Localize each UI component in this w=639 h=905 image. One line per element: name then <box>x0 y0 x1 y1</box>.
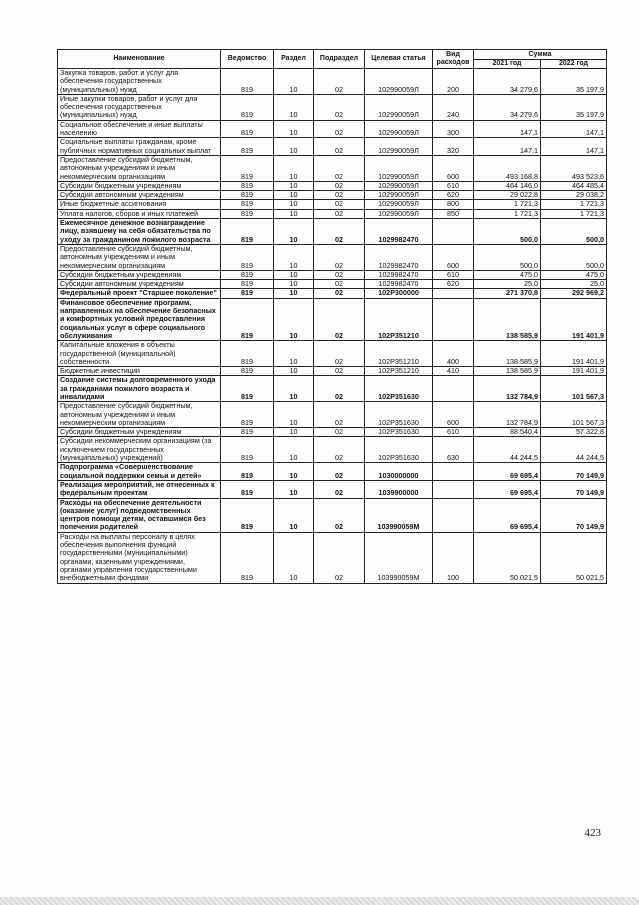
table-cell-name: Предоставление субсидий бюджетным, автономным учреждениям и иным некоммерческим организациям <box>58 402 221 428</box>
table-cell-section: 10 <box>274 219 314 245</box>
table-cell-target: 102990059Л <box>365 155 433 181</box>
table-cell-target: 1029982470 <box>365 219 433 245</box>
table-cell-subsection: 02 <box>314 402 365 428</box>
table-cell-target: 102P351630 <box>365 428 433 437</box>
table-cell-target: 103990059М <box>365 498 433 532</box>
table-cell-section: 10 <box>274 191 314 200</box>
table-row <box>58 94 607 120</box>
table-cell-name: Закупка товаров, работ и услуг для обеспечения государственных (муниципальных) нужд <box>58 69 221 95</box>
table-cell-type: 800 <box>433 200 474 209</box>
table-cell-type: 630 <box>433 437 474 463</box>
table-cell-section: 10 <box>274 155 314 181</box>
table-cell-dept: 819 <box>221 532 274 583</box>
table-cell-target: 1029982470 <box>365 244 433 270</box>
table-cell-2022: 44 244,5 <box>541 437 607 463</box>
table-cell-dept: 819 <box>221 280 274 289</box>
table-row <box>58 138 607 156</box>
table-cell-type <box>433 219 474 245</box>
table-cell-dept: 819 <box>221 94 274 120</box>
table-cell-target: 1029982470 <box>365 280 433 289</box>
table-cell-dept: 819 <box>221 428 274 437</box>
table-cell-type: 600 <box>433 244 474 270</box>
table-row <box>58 280 607 289</box>
table-cell-name: Федеральный проект "Старшее поколение" <box>58 289 221 298</box>
table-cell-type: 610 <box>433 428 474 437</box>
table-cell-subsection: 02 <box>314 341 365 367</box>
table-cell-dept: 819 <box>221 155 274 181</box>
table-cell-2022: 1 721,3 <box>541 200 607 209</box>
header-section: Раздел <box>274 50 314 69</box>
table-cell-type: 200 <box>433 69 474 95</box>
table-cell-section: 10 <box>274 341 314 367</box>
table-row <box>58 437 607 463</box>
table-cell-2022: 191 401,9 <box>541 367 607 376</box>
table-cell-type <box>433 498 474 532</box>
table-cell-section: 10 <box>274 428 314 437</box>
table-cell-target: 102P351210 <box>365 367 433 376</box>
table-cell-2022: 70 149,9 <box>541 463 607 481</box>
header-name: Наименование <box>58 50 221 69</box>
table-cell-dept: 819 <box>221 270 274 279</box>
header-subsection: Подраздел <box>314 50 365 69</box>
table-cell-target: 102990059Л <box>365 200 433 209</box>
table-cell-name: Создание системы долговременного ухода за гражданами пожилого возраста и инвалидами <box>58 376 221 402</box>
table-cell-name: Иные бюджетные ассигнования <box>58 200 221 209</box>
table-cell-name: Бюджетные инвестиции <box>58 367 221 376</box>
header-sum: Сумма <box>474 50 607 60</box>
table-cell-subsection: 02 <box>314 532 365 583</box>
table-cell-name: Социальные выплаты гражданам, кроме публичных нормативных социальных выплат <box>58 138 221 156</box>
table-cell-2022: 292 969,2 <box>541 289 607 298</box>
table-cell-target: 102990059Л <box>365 191 433 200</box>
table-cell-type <box>433 376 474 402</box>
table-cell-subsection: 02 <box>314 367 365 376</box>
table-cell-dept: 819 <box>221 120 274 138</box>
table-cell-2022: 191 401,9 <box>541 341 607 367</box>
table-cell-subsection: 02 <box>314 219 365 245</box>
table-cell-2022: 70 149,9 <box>541 498 607 532</box>
table-cell-section: 10 <box>274 181 314 190</box>
table-cell-target: 102990059Л <box>365 120 433 138</box>
table-cell-2021: 138 585,9 <box>474 298 541 340</box>
table-row <box>58 480 607 498</box>
table-cell-section: 10 <box>274 120 314 138</box>
table-cell-dept: 819 <box>221 402 274 428</box>
table-cell-target: 102P351630 <box>365 402 433 428</box>
table-cell-section: 10 <box>274 437 314 463</box>
table-cell-2021: 25,0 <box>474 280 541 289</box>
table-cell-2021: 34 279,6 <box>474 69 541 95</box>
table-cell-target: 102P300000 <box>365 289 433 298</box>
table-cell-subsection: 02 <box>314 437 365 463</box>
table-cell-2022: 101 567,3 <box>541 402 607 428</box>
table-cell-target: 1039900000 <box>365 480 433 498</box>
table-cell-dept: 819 <box>221 480 274 498</box>
table-cell-dept: 819 <box>221 219 274 245</box>
table-row <box>58 120 607 138</box>
table-cell-dept: 819 <box>221 181 274 190</box>
header-2021: 2021 год <box>474 60 541 69</box>
table-cell-target: 102990059Л <box>365 181 433 190</box>
table-cell-2021: 132 784,9 <box>474 376 541 402</box>
table-cell-type: 620 <box>433 280 474 289</box>
table-cell-dept: 819 <box>221 463 274 481</box>
table-cell-dept: 819 <box>221 200 274 209</box>
table-cell-type: 610 <box>433 270 474 279</box>
table-row <box>58 341 607 367</box>
table-cell-name: Субсидии автономным учреждениям <box>58 191 221 200</box>
table-cell-2021: 69 695,4 <box>474 480 541 498</box>
table-cell-2021: 44 244,5 <box>474 437 541 463</box>
table-cell-target: 102990059Л <box>365 138 433 156</box>
table-cell-name: Иные закупки товаров, работ и услуг для обеспечения государственных (муниципальных) нужд <box>58 94 221 120</box>
table-cell-type: 850 <box>433 209 474 218</box>
table-cell-dept: 819 <box>221 376 274 402</box>
table-cell-subsection: 02 <box>314 181 365 190</box>
table-cell-target: 1029982470 <box>365 270 433 279</box>
table-cell-section: 10 <box>274 367 314 376</box>
table-cell-type: 100 <box>433 532 474 583</box>
header-dept: Ведомство <box>221 50 274 69</box>
table-row <box>58 181 607 190</box>
table-cell-2021: 464 146,0 <box>474 181 541 190</box>
table-cell-section: 10 <box>274 498 314 532</box>
table-cell-type: 240 <box>433 94 474 120</box>
table-row <box>58 219 607 245</box>
table-cell-section: 10 <box>274 289 314 298</box>
table-cell-2021: 500,0 <box>474 219 541 245</box>
table-cell-dept: 819 <box>221 69 274 95</box>
table-cell-2021: 1 721,3 <box>474 200 541 209</box>
table-cell-subsection: 02 <box>314 280 365 289</box>
table-cell-subsection: 02 <box>314 209 365 218</box>
table-cell-name: Расходы на выплаты персоналу в целях обеспечения выполнения функций государственными (муниципальными) органами, казенными учреждениями, органами управления государственными внебюджетными фондами <box>58 532 221 583</box>
table-cell-name: Субсидии автономным учреждениям <box>58 280 221 289</box>
table-row <box>58 498 607 532</box>
table-cell-section: 10 <box>274 376 314 402</box>
table-cell-2022: 475,0 <box>541 270 607 279</box>
table-row <box>58 191 607 200</box>
table-cell-name: Ежемесячное денежное вознаграждение лицу, взявшему на себя обязательства по уходу за гражданином пожилого возраста <box>58 219 221 245</box>
table-cell-type: 320 <box>433 138 474 156</box>
table-cell-2021: 475,0 <box>474 270 541 279</box>
table-cell-name: Предоставление субсидий бюджетным, автономным учреждениям и иным некоммерческим организациям <box>58 244 221 270</box>
table-cell-dept: 819 <box>221 209 274 218</box>
table-cell-name: Предоставление субсидий бюджетным, автономным учреждениям и иным некоммерческим организациям <box>58 155 221 181</box>
table-cell-target: 103990059М <box>365 532 433 583</box>
table-cell-subsection: 02 <box>314 289 365 298</box>
table-cell-2021: 29 022,8 <box>474 191 541 200</box>
table-cell-subsection: 02 <box>314 428 365 437</box>
table-cell-type: 600 <box>433 402 474 428</box>
table-cell-name: Субсидии бюджетным учреждениям <box>58 270 221 279</box>
table-cell-target: 102P351210 <box>365 341 433 367</box>
table-cell-target: 102990059Л <box>365 69 433 95</box>
table-cell-section: 10 <box>274 138 314 156</box>
table-cell-name: Реализация мероприятий, не отнесенных к федеральным проектам <box>58 480 221 498</box>
table-cell-dept: 819 <box>221 191 274 200</box>
table-cell-name: Уплата налогов, сборов и иных платежей <box>58 209 221 218</box>
table-cell-section: 10 <box>274 298 314 340</box>
table-cell-type: 610 <box>433 181 474 190</box>
table-cell-section: 10 <box>274 200 314 209</box>
table-cell-name: Субсидии бюджетным учреждениям <box>58 181 221 190</box>
table-cell-subsection: 02 <box>314 155 365 181</box>
table-cell-section: 10 <box>274 244 314 270</box>
table-cell-2022: 25,0 <box>541 280 607 289</box>
table-cell-section: 10 <box>274 402 314 428</box>
table-cell-2021: 500,0 <box>474 244 541 270</box>
table-cell-type: 400 <box>433 341 474 367</box>
table-cell-section: 10 <box>274 94 314 120</box>
table-cell-name: Субсидии некоммерческим организациям (за исключением государственных (муниципальных) учреждений) <box>58 437 221 463</box>
table-cell-2022: 191 401,9 <box>541 298 607 340</box>
table-cell-dept: 819 <box>221 289 274 298</box>
table-cell-2022: 35 197,9 <box>541 69 607 95</box>
table-cell-2022: 500,0 <box>541 219 607 245</box>
table-cell-type: 410 <box>433 367 474 376</box>
table-row <box>58 463 607 481</box>
table-cell-target: 102P351630 <box>365 437 433 463</box>
table-cell-name: Финансовое обеспечение программ, направленных на обеспечение безопасных и комфортных условий предоставления социальных услуг в сфере социального обслуживания <box>58 298 221 340</box>
table-cell-type <box>433 298 474 340</box>
table-cell-section: 10 <box>274 209 314 218</box>
table-cell-2022: 500,0 <box>541 244 607 270</box>
table-cell-section: 10 <box>274 270 314 279</box>
table-row <box>58 209 607 218</box>
table-cell-dept: 819 <box>221 498 274 532</box>
table-cell-type: 620 <box>433 191 474 200</box>
table-cell-target: 102P351630 <box>365 376 433 402</box>
table-row <box>58 69 607 95</box>
table-row <box>58 298 607 340</box>
header-2022: 2022 год <box>541 60 607 69</box>
table-row <box>58 376 607 402</box>
table-cell-dept: 819 <box>221 138 274 156</box>
table-cell-2021: 147,1 <box>474 138 541 156</box>
table-cell-name: Подпрограмма «Совершенствование социальной поддержки семьи и детей» <box>58 463 221 481</box>
table-cell-name: Капитальные вложения в объекты государственной (муниципальной) собственности <box>58 341 221 367</box>
table-cell-name: Расходы на обеспечение деятельности (оказание услуг) подведомственных центров помощи детям, оставшимся без попечения родителей <box>58 498 221 532</box>
table-row <box>58 289 607 298</box>
table-cell-2022: 57 322,8 <box>541 428 607 437</box>
table-row <box>58 532 607 583</box>
table-cell-2021: 88 540,4 <box>474 428 541 437</box>
table-cell-target: 102P351210 <box>365 298 433 340</box>
table-cell-2022: 464 485,4 <box>541 181 607 190</box>
table-cell-section: 10 <box>274 480 314 498</box>
table-cell-2022: 1 721,3 <box>541 209 607 218</box>
table-row <box>58 402 607 428</box>
table-cell-section: 10 <box>274 463 314 481</box>
table-cell-type: 600 <box>433 155 474 181</box>
table-cell-2021: 34 279,6 <box>474 94 541 120</box>
table-cell-target: 1030000000 <box>365 463 433 481</box>
table-cell-2021: 271 370,8 <box>474 289 541 298</box>
table-cell-type <box>433 480 474 498</box>
table-cell-name: Социальное обеспечение и иные выплаты населению <box>58 120 221 138</box>
table-cell-2021: 147,1 <box>474 120 541 138</box>
table-row <box>58 244 607 270</box>
table-cell-type <box>433 289 474 298</box>
table-cell-type: 300 <box>433 120 474 138</box>
table-cell-subsection: 02 <box>314 120 365 138</box>
table-cell-2022: 101 567,3 <box>541 376 607 402</box>
table-cell-dept: 819 <box>221 244 274 270</box>
budget-table <box>57 49 607 584</box>
table-cell-subsection: 02 <box>314 138 365 156</box>
page-number: 423 <box>584 827 601 839</box>
table-cell-2021: 69 695,4 <box>474 463 541 481</box>
table-cell-subsection: 02 <box>314 376 365 402</box>
table-body <box>58 69 607 584</box>
table-cell-2021: 69 695,4 <box>474 498 541 532</box>
table-cell-subsection: 02 <box>314 298 365 340</box>
table-cell-2021: 493 168,8 <box>474 155 541 181</box>
header-type: Вид расходов <box>433 50 474 69</box>
table-cell-2022: 493 523,6 <box>541 155 607 181</box>
table-cell-2022: 50 021,5 <box>541 532 607 583</box>
table-cell-2022: 147,1 <box>541 120 607 138</box>
table-cell-section: 10 <box>274 280 314 289</box>
table-cell-dept: 819 <box>221 341 274 367</box>
table-cell-2022: 147,1 <box>541 138 607 156</box>
table-cell-subsection: 02 <box>314 200 365 209</box>
table-cell-2022: 29 038,2 <box>541 191 607 200</box>
table-cell-2021: 138 585,9 <box>474 367 541 376</box>
table-cell-2021: 138 585,9 <box>474 341 541 367</box>
table-row <box>58 428 607 437</box>
table-cell-dept: 819 <box>221 298 274 340</box>
table-cell-subsection: 02 <box>314 463 365 481</box>
scan-edge-strip <box>0 897 639 905</box>
table-row <box>58 200 607 209</box>
table-cell-subsection: 02 <box>314 69 365 95</box>
table-cell-target: 102990059Л <box>365 94 433 120</box>
table-cell-2022: 35 197,9 <box>541 94 607 120</box>
table-cell-subsection: 02 <box>314 480 365 498</box>
table-cell-type <box>433 463 474 481</box>
table-cell-dept: 819 <box>221 367 274 376</box>
table-cell-dept: 819 <box>221 437 274 463</box>
table-cell-subsection: 02 <box>314 244 365 270</box>
table-cell-2021: 132 784,9 <box>474 402 541 428</box>
table-cell-subsection: 02 <box>314 191 365 200</box>
table-row <box>58 155 607 181</box>
table-cell-subsection: 02 <box>314 498 365 532</box>
table-cell-subsection: 02 <box>314 270 365 279</box>
table-cell-2021: 50 021,5 <box>474 532 541 583</box>
table-cell-2022: 70 149,9 <box>541 480 607 498</box>
table-cell-name: Субсидии бюджетным учреждениям <box>58 428 221 437</box>
table-cell-subsection: 02 <box>314 94 365 120</box>
table-cell-target: 102990059Л <box>365 209 433 218</box>
table-row <box>58 270 607 279</box>
table-cell-section: 10 <box>274 69 314 95</box>
table-cell-section: 10 <box>274 532 314 583</box>
table-row <box>58 367 607 376</box>
header-target: Целевая статья <box>365 50 433 69</box>
table-cell-2021: 1 721,3 <box>474 209 541 218</box>
